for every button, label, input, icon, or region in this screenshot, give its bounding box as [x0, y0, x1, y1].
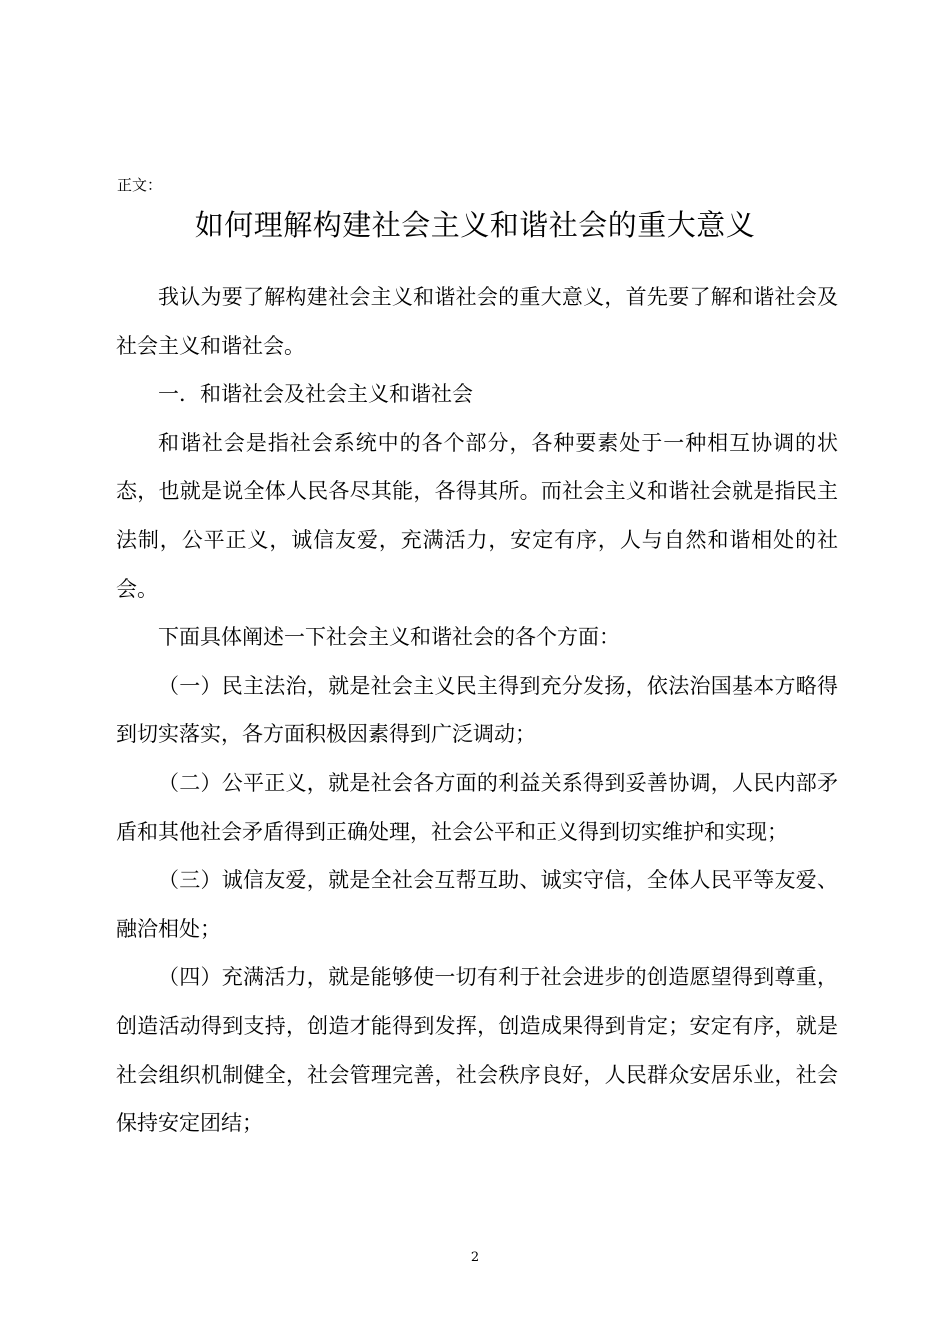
page-number: 2 [470, 1250, 480, 1265]
list-item-2: （二）公平正义，就是社会各方面的利益关系得到妥善协调，人民内部矛盾和其他社会矛盾得到正确处理，社会公平和正义得到切实维护和实现； [116, 770, 838, 844]
paragraph-definition: 和谐社会是指社会系统中的各个部分，各种要素处于一种相互协调的状态，也就是说全体人民各尽其能，各得其所。而社会主义和谐社会就是指民主法制，公平正义，诚信友爱，充满活力，安定有序，人与自然和谐相处的社会。 [116, 430, 838, 601]
paragraph-lead-in: 下面具体阐述一下社会主义和谐社会的各个方面： [158, 625, 620, 650]
document-body [116, 273, 838, 1148]
list-item-3: （三）诚信友爱，就是全社会互帮互助、诚实守信，全体人民平等友爱、融洽相处； [116, 868, 838, 941]
document-title: 如何理解构建社会主义和谐社会的重大意义 [194, 208, 756, 242]
section-label: 正文： [117, 176, 163, 194]
section-heading-1: 一．和谐社会及社会主义和谐社会 [158, 382, 473, 407]
paragraph-intro: 我认为要了解构建社会主义和谐社会的重大意义，首先要了解和谐社会及社会主义和谐社会。 [116, 285, 838, 358]
list-item-4: （四）充满活力，就是能够使一切有利于社会进步的创造愿望得到尊重，创造活动得到支持，创造才能得到发挥，创造成果得到肯定；安定有序，就是社会组织机制健全，社会管理完善，社会秩序良好，人民群众安居乐业，社会保持安定团结； [116, 965, 838, 1136]
list-item-1: （一）民主法治，就是社会主义民主得到充分发扬，依法治国基本方略得到切实落实，各方面积极因素得到广泛调动； [116, 673, 838, 747]
